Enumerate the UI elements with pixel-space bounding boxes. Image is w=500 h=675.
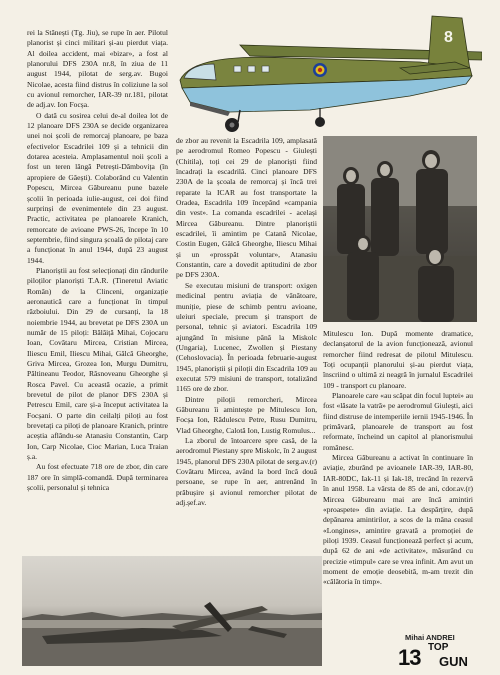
paragraph: La zborul de întoarcere spre casă, de la aerodromul Piestany spre Miskolc, în 2 august 1945, planorul DFS 230A pilotat de serg.av.(r) Covătaru Mircea, având la bord încă două persoane, se rupe în aer, antrenând în prăbușire și avionul remorcher pilotat de adj.șef.av. <box>176 435 317 508</box>
magazine-logo-top: TOP <box>428 642 449 653</box>
paragraph: Au fost efectuate 718 ore de zbor, din care 187 ore în simplă-comandă. După terminarea școlii, personalul și tehnica <box>27 462 168 493</box>
article-column-2 <box>176 136 317 508</box>
paragraph: Dintre piloții remorcheri, Mircea Găbureanu îi amintește pe Mitulescu Ion, Focșa Ion, Rădulescu Petre, Rusu Dumitru, Vlad Gheorghe, Calotă Ion, Lustig Romulus... <box>176 394 317 435</box>
article-column-3 <box>323 329 473 588</box>
paragraph: rei la Stănești (Tg. Jiu), se rupe în aer. Pilotul planorist și cinci militari și-au pierdut viața. Al doilea accident, mai «bizar», a fost al planorului DFS 230A nr.8, în ziua de 11 august 1944, pilotat de serg.av. Bugoi Nicolae, acesta fiind distrus în coliziune la sol cu avionul remorcher, IAR-39 nr.181, pilotat de adj.av. Ion Focșa. <box>27 28 168 110</box>
paragraph: Mitulescu Ion. După momente dramatice, declanșatorul de la avion funcționează, avionul remorcher fiind redresat de pilotul Mitulescu. Toți ocupanții planorului și-au pierdut viața, înscriind o ultimă zi neagră în jurnalul Escadrilei 109 - transport cu planoare. <box>323 329 473 390</box>
article-column-1 <box>27 28 168 493</box>
glider-illustration <box>170 10 482 135</box>
paragraph: Mircea Găbureanu a activat în continuare în aviație, zburând pe avioanele IAR-39, IAR-80, IAR-80DC, Iak-11 și Iak-18, trecând în rezervă în anul 1958. La vârsta de 85 de ani, cdor.av.(r) Mircea Găbureanu mai are încă amintiri «proaspete» din aviație. La despărțire, după depănarea amintirilor, a scos de la mâna ceasul «Longines», amintire gravată a promoției de piloți 1939. Ceasul funcționează perfect și acum, după 62 de ani «de activitate», măsurând cu precizie «timpul» care se vrea infinit. Am avut un moment de emoție deosebită, m-am trezit din «călătoria în timp». <box>323 453 473 587</box>
wrecked-glider-photo-graphic <box>22 556 322 666</box>
paragraph: de zbor au revenit la Escadrila 109, amplasată pe aerodromul Romeo Popescu - Giulești (Chitila), toți cei 29 de planoriști fiind încadrați la escadrilă. Cinci planoare DFS 230A de la școala de remorcaj și încă trei reparate la ICAR au fost transportate la Oradea, Escadrila 109 începând «campania din vest». La comanda escadrilei - același Mircea Găbureanu. Dintre planoriștii escadrilei, îi amintim pe Catană Nicolae, Costin Eugen, Gâlcă Gheorghe, Iliescu Mihai și un «prosspăt voluntar», Atanasiu Constantin, care a dovedit aptitudini de zbor pe DFS 230A. <box>176 136 317 280</box>
pilots-photo-graphic <box>323 136 477 322</box>
paragraph: Planoriștii au fost selecționați din rândurile piloților planoriști T.A.R. (Tineretul Aviatic Român) de la Clinceni, organizație aeronautică care a funcționat în timpul războiului. Din 29 de cursanți, la 18 noiembrie 1944, au brevetat pe DFS 230A un număr de 15 piloți: Bălăiță Mihai, Cojocaru Ioan, Covătaru Mircea, Cristian Mircea, Iliescu Emil, Iliescu Mihai, Gâlcă Gheorghe, Griva Mircea, Grozea Ion, Murgu Dumitru, Păltineanu Teodor, Răsnoveanu Gheorghe și Rosca Pavel. Cu această ocazie, a primit brevetul de pilot de planor DFS 230A și Petrescu Emil, care și-a început activitatea la Focșani. O parte din ceilalți piloți au fost brevetați ca piloți de planoare Kranich, printre aceștia aflându-se Atanasiu Constantin, Carp Ion, Carp Nicolae, Cioc Marian, Luca Traian ș.a. <box>27 265 168 462</box>
author-credit: Mihai ANDREI <box>405 633 455 642</box>
magazine-logo-bottom: GUN <box>439 654 468 669</box>
paragraph: Se executau misiuni de transport: oxigen medicinal pentru aviația de vânătoare, muniție, piese de schimb pentru avioane, uleiuri speciale, precum și transport de personal, tehnic și aviatori. Escadrila 109 ajungând în misiune până la Miskolc (Ungaria), Lucenec, Zwollen și Piestany (Cehoslovacia). În perioada februarie-august 1945, planoriștii și piloții din Escadrila 109 au executat 579 misiuni de transport, totalizând 1165 ore de zbor. <box>176 280 317 394</box>
page-number: 13 <box>398 645 421 670</box>
pilots-photo <box>323 136 477 322</box>
paragraph: O dată cu sosirea celui de-al doilea lot de 12 planoare DFS 230A se decide organizarea unei noi școli de remorcaj planoare, pe baza efectivelor Escadrilei 109 și a tehnicii din dotarea acesteia. Amplasamentul noii școli a fost un teren lângă Petrești-Dâmbovița (în apropiere de Găești). Colaborând cu Valentin Popescu, Mircea Găbureanu pune bazele școlii în perioada iulie-august, cei doi fiind surprinși de evenimentele din 23 august. Practic, activitatea pe planoarele Kranich, remorcate de avioane PWS-26, începe în 10 septembrie, fiind singura școală de pilotaj care a funcționat în anul 1944, după 23 august 1944. <box>27 110 168 265</box>
wrecked-glider-photo <box>22 556 322 666</box>
paragraph: Planoarele care «au scăpat din focul luptei» au fost «lăsate la vatră» pe aerodromul Giulești, aici fiind distruse de intemperiile iernii 1945-1946. În primăvară, planoarele de transport au fost reformate, încheind un capitol al planorismului românesc. <box>323 391 473 452</box>
glider-number-marking: 8 <box>444 29 453 46</box>
